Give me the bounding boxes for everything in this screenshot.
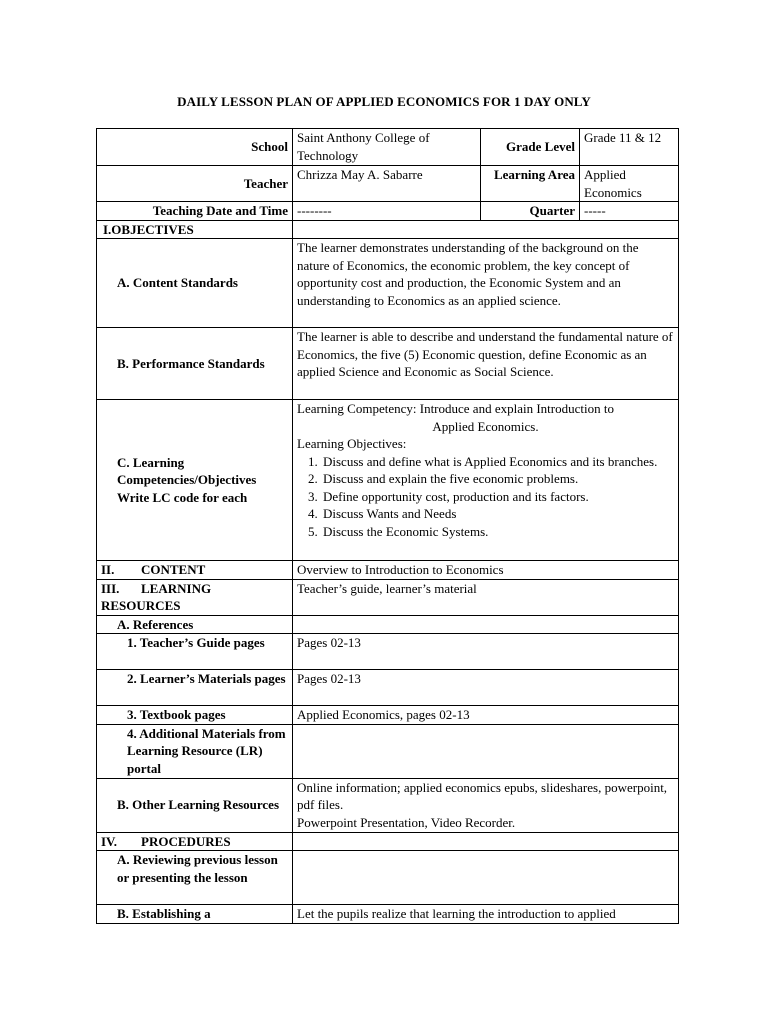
procedures-heading: [97, 832, 293, 851]
learning-resources-number: III.: [101, 580, 120, 596]
learning-resources-heading: [97, 579, 293, 615]
learners-materials-label: 2. Learner’s Materials pages: [97, 670, 293, 706]
content-heading: [97, 561, 293, 580]
reviewing-lesson-label: A. Reviewing previous lesson or presenting the lesson: [97, 851, 293, 905]
row-teacher: [97, 166, 679, 202]
learning-resources-value: Teacher’s guide, learner’s material: [293, 579, 679, 615]
grade-level-value: Grade 11 & 12: [580, 129, 679, 166]
row-content: [97, 561, 679, 580]
content-value: Overview to Introduction to Economics: [293, 561, 679, 580]
learning-competencies-value: [293, 400, 679, 561]
textbook-pages-value: Applied Economics, pages 02-13: [293, 706, 679, 725]
teacher-label: Teacher: [97, 166, 293, 202]
teacher-value: Chrizza May A. Sabarre: [293, 166, 481, 202]
textbook-pages-label: 3. Textbook pages: [97, 706, 293, 725]
other-resources-label: B. Other Learning Resources: [97, 778, 293, 832]
learning-objective-item: 1. Discuss and define what is Applied Economics and its branches.: [321, 453, 674, 471]
procedures-number: IV.: [101, 833, 118, 849]
learning-objective-item: 3. Define opportunity cost, production and its factors.: [321, 488, 674, 506]
quarter-value: -----: [580, 202, 679, 221]
learning-objectives-heading: Learning Objectives:: [297, 436, 407, 451]
grade-level-label: Grade Level: [481, 129, 580, 166]
content-standards-label: A. Content Standards: [97, 239, 293, 328]
row-learning-competencies: [97, 400, 679, 561]
other-resources-text-2: Powerpoint Presentation, Video Recorder.: [297, 814, 516, 830]
objectives-heading-blank: [293, 220, 679, 239]
row-objectives-heading: [97, 220, 679, 239]
establishing-purpose-label: B. Establishing a: [97, 905, 293, 924]
lesson-plan-table: [96, 128, 679, 924]
learning-objective-item: 4. Discuss Wants and Needs: [321, 505, 674, 523]
learners-materials-value: Pages 02-13: [293, 670, 679, 706]
procedures-label: PROCEDURES: [141, 833, 231, 849]
performance-standards-label: B. Performance Standards: [97, 328, 293, 400]
teachers-guide-value: Pages 02-13: [293, 634, 679, 670]
learning-competency-text-2: Applied Economics.: [432, 418, 539, 434]
row-references: [97, 615, 679, 634]
other-resources-value: [293, 778, 679, 832]
additional-materials-label: 4. Additional Materials from Learning Resource (LR) portal: [97, 724, 293, 778]
row-teachers-guide: [97, 634, 679, 670]
other-resources-text: Online information; applied economics epubs, slideshares, powerpoint, pdf files.: [297, 779, 668, 812]
row-establishing-purpose: [97, 905, 679, 924]
row-learning-resources: [97, 579, 679, 615]
row-performance-standards: [97, 328, 679, 400]
row-learners-materials: [97, 670, 679, 706]
teaching-date-value: --------: [293, 202, 481, 221]
teachers-guide-label: 1. Teacher’s Guide pages: [97, 634, 293, 670]
objectives-heading: I.OBJECTIVES: [97, 220, 293, 239]
row-reviewing-lesson: [97, 851, 679, 905]
references-blank: [293, 615, 679, 634]
learning-competencies-label: C. Learning Competencies/Objectives Write LC code for each: [97, 400, 293, 561]
quarter-label: Quarter: [481, 202, 580, 221]
additional-materials-value: [293, 724, 679, 778]
row-procedures: [97, 832, 679, 851]
content-standards-value: The learner demonstrates understanding of the background on the nature of Economics, the economic problem, the key concept of opportunity cost and production, the Economic System and an understanding to Economics as an applied science.: [293, 239, 679, 328]
content-label: CONTENT: [141, 562, 206, 577]
row-content-standards: [97, 239, 679, 328]
teaching-date-label: Teaching Date and Time: [97, 202, 293, 221]
procedures-blank: [293, 832, 679, 851]
row-date: [97, 202, 679, 221]
performance-standards-value: The learner is able to describe and understand the fundamental nature of Economics, the five (5) Economic question, define Economic as an applied Science and Economic as Social Science.: [293, 328, 679, 400]
learning-objective-item: 2. Discuss and explain the five economic problems.: [321, 470, 674, 488]
learning-resources-label: LEARNING RESOURCES: [101, 580, 212, 613]
page-title: DAILY LESSON PLAN OF APPLIED ECONOMICS FOR 1 DAY ONLY: [177, 94, 591, 109]
row-other-resources: [97, 778, 679, 832]
row-additional-materials: [97, 724, 679, 778]
learning-objectives-list: [297, 453, 674, 541]
reviewing-lesson-value: [293, 851, 679, 905]
school-label: School: [97, 129, 293, 166]
references-label: A. References: [97, 615, 293, 634]
school-value: Saint Anthony College of Technology: [293, 129, 481, 166]
learning-area-label: Learning Area: [481, 166, 580, 202]
row-textbook-pages: [97, 706, 679, 725]
content-number: II.: [101, 562, 115, 577]
learning-area-value: Applied Economics: [580, 166, 679, 202]
learning-competency-text: Learning Competency: Introduce and explain Introduction to: [297, 401, 614, 416]
row-school: [97, 129, 679, 166]
establishing-purpose-value: Let the pupils realize that learning the introduction to applied: [293, 905, 679, 924]
learning-objective-item: 5. Discuss the Economic Systems.: [321, 523, 674, 541]
